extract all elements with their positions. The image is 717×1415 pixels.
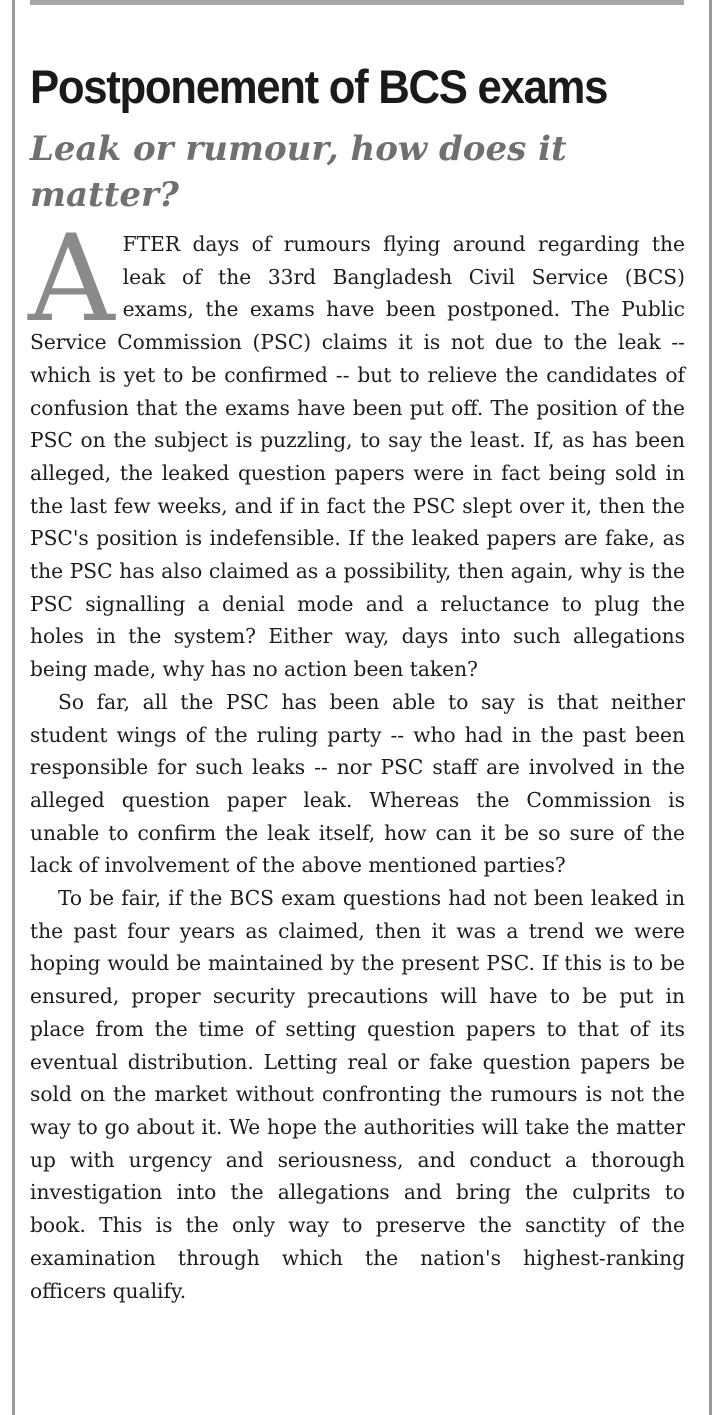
- paragraph-2: So far, all the PSC has been able to say is that neither student wings of the ruling party -- who had in the past been responsible for such leaks -- nor PSC staff are involved in the alleged question paper leak. Whereas the Commission is unable to confirm the leak itself, how can it be so sure of the lack of involvement of the above mentioned parties?: [30, 689, 685, 878]
- paragraph-1-text: FTER days of rumours flying around regarding the leak of the 33rd Bangladesh Civil Service (BCS) exams, the exams have been postponed. The Public Service Commission (PSC) claims it is not due to the leak -- which is yet to be confirmed -- but to relieve the candidates of confusion that the exams have been put off. The position of the PSC on the subject is puzzling, to say the least. If, as has been alleged, the leaked question papers were in fact being sold in the last few weeks, and if in fact the PSC slept over it, then the PSC's position is indefensible. If the leaked papers are fake, as the PSC has also claimed as a possibility, then again, why is the PSC signalling a denial mode and a reluctance to plug the holes in the system? Either way, days into such allegations being made, why has no action been taken?: [30, 232, 685, 682]
- left-column-rule: [12, 0, 15, 1415]
- right-column-rule: [709, 0, 712, 1415]
- drop-cap: A: [28, 210, 115, 349]
- paragraph-3: To be fair, if the BCS exam questions had not been leaked in the past four years as claimed, then it was a trend we were hoping would be maintained by the present PSC. If this is to be ensured, proper security precautions will have to be put in place from the time of setting question papers to that of its eventual distribution. Letting real or fake question papers be sold on the market without confronting the rumours is not the way to go about it. We hope the authorities will take the matter up with urgency and seriousness, and conduct a thorough investigation into the allegations and bring the culprits to book. This is the only way to preserve the sanctity of the examination through which the nation's highest-ranking officers qualify.: [30, 886, 685, 1303]
- article-body: [28, 210, 685, 1307]
- subheadline: Leak or rumour, how does it matter?: [30, 129, 567, 215]
- top-rule: [30, 0, 684, 5]
- headline: Postponement of BCS exams: [30, 60, 608, 113]
- paragraph-1: [28, 210, 685, 686]
